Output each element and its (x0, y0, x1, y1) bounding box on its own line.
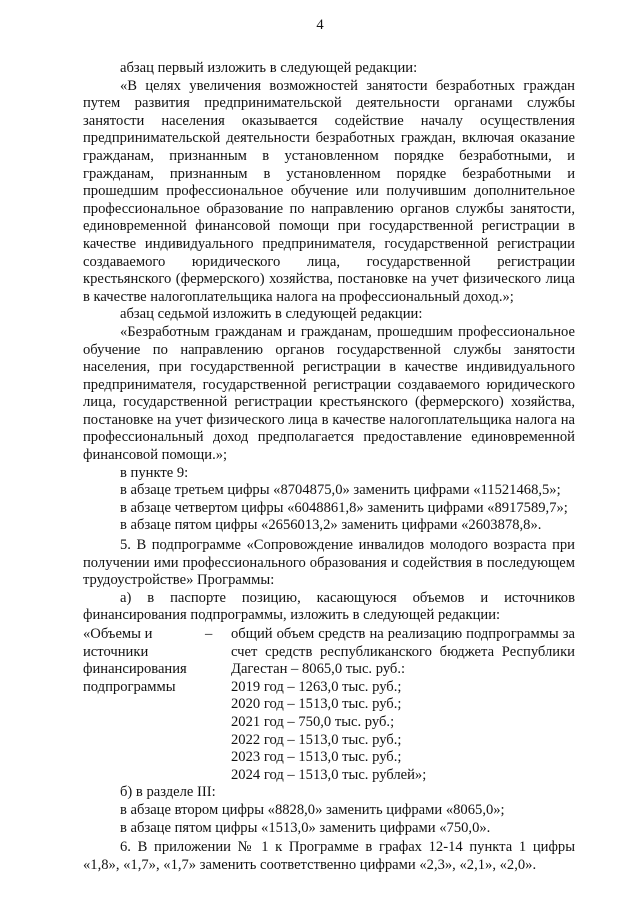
document-body (83, 60, 575, 874)
paragraph: в абзаце пятом цифры «2656013,2» заменить цифрами «2603878,8». (120, 517, 542, 534)
paragraph: в абзаце втором цифры «8828,0» заменить цифрами «8065,0»; (120, 801, 505, 818)
paragraph: 5. В подпрограмме «Сопровождение инвалидов молодого возраста при получении ими профессионального образования и содействия в последующем трудоустройстве» Программы: (83, 537, 575, 589)
paragraph: в пункте 9: (120, 464, 189, 481)
passport-year-line: 2023 год – 1513,0 тыс. руб.; (231, 749, 402, 766)
passport-year-line: 2021 год – 750,0 тыс. руб.; (231, 713, 395, 730)
passport-content (231, 626, 575, 784)
passport-dash: – (205, 626, 213, 642)
paragraph: а) в паспорте позицию, касающуюся объемов и источников финансирования подпрограммы, изложить в следующей редакции: (83, 589, 575, 624)
paragraph: б) в разделе III: (120, 784, 216, 801)
passport-total: общий объем средств на реализацию подпрограммы за счет средств республиканского бюджета Республики Дагестан – 8065,0 тыс. руб.: (231, 626, 575, 678)
paragraph: «Безработным гражданам и гражданам, прошедшим профессиональное обучение по направлению органов государственной службы занятости населения, при государственной регистрации в качестве индивидуального предпринимателя, государственной регистрации создаваемого юридического лица, государственной регистрации крестьянского (фермерского) хозяйства, постановке на учет физического лица в качестве налогоплательщика налога на профессиональный доход предполагается предоставление единовременной финансовой помощи.»; (83, 323, 575, 464)
paragraph: в абзаце третьем цифры «8704875,0» заменить цифрами «11521468,5»; (120, 482, 561, 499)
passport-year-line: 2019 год – 1263,0 тыс. руб.; (231, 678, 402, 695)
paragraph: абзац седьмой изложить в следующей редакции: (120, 306, 423, 323)
passport-year-line: 2024 год – 1513,0 тыс. рублей»; (231, 766, 427, 783)
passport-label: «Объемы и источники финансирования подпрограммы (83, 626, 187, 695)
paragraph: в абзаце четвертом цифры «6048861,8» заменить цифрами «8917589,7»; (120, 499, 568, 516)
paragraph: в абзаце пятом цифры «1513,0» заменить цифрами «750,0». (120, 819, 491, 836)
passport-year-line: 2020 год – 1513,0 тыс. руб.; (231, 696, 402, 713)
passport-year-line: 2022 год – 1513,0 тыс. руб.; (231, 731, 402, 748)
page-number: 4 (316, 17, 324, 33)
paragraph: абзац первый изложить в следующей редакции: (120, 60, 418, 76)
paragraph: 6. В приложении № 1 к Программе в графах 12-14 пункта 1 цифры «1,8», «1,7», «1,7» заменить соответственно цифрами «2,3», «2,1», «2,0». (83, 839, 575, 873)
paragraph: «В целях увеличения возможностей занятости безработных граждан путем развития предпринимательской деятельности органами службы занятости населения оказывается содействие началу осуществления предпринимательской деятельности безработных граждан, включая оказание гражданам, признанным в установленном порядке безработными, и гражданам, признанным в установленном порядке безработными и прошедшим профессиональное обучение или получившим дополнительное профессиональное образование по направлению органов службы занятости, единовременной финансовой помощи при государственной регистрации в качестве индивидуального предпринимателя, государственной регистрации создаваемого юридического лица, государственной регистрации крестьянского (фермерского) хозяйства, постановке на учет физического лица в качестве налогоплательщика налога на профессиональный доход.»; (83, 77, 575, 305)
passport-block (83, 626, 575, 784)
